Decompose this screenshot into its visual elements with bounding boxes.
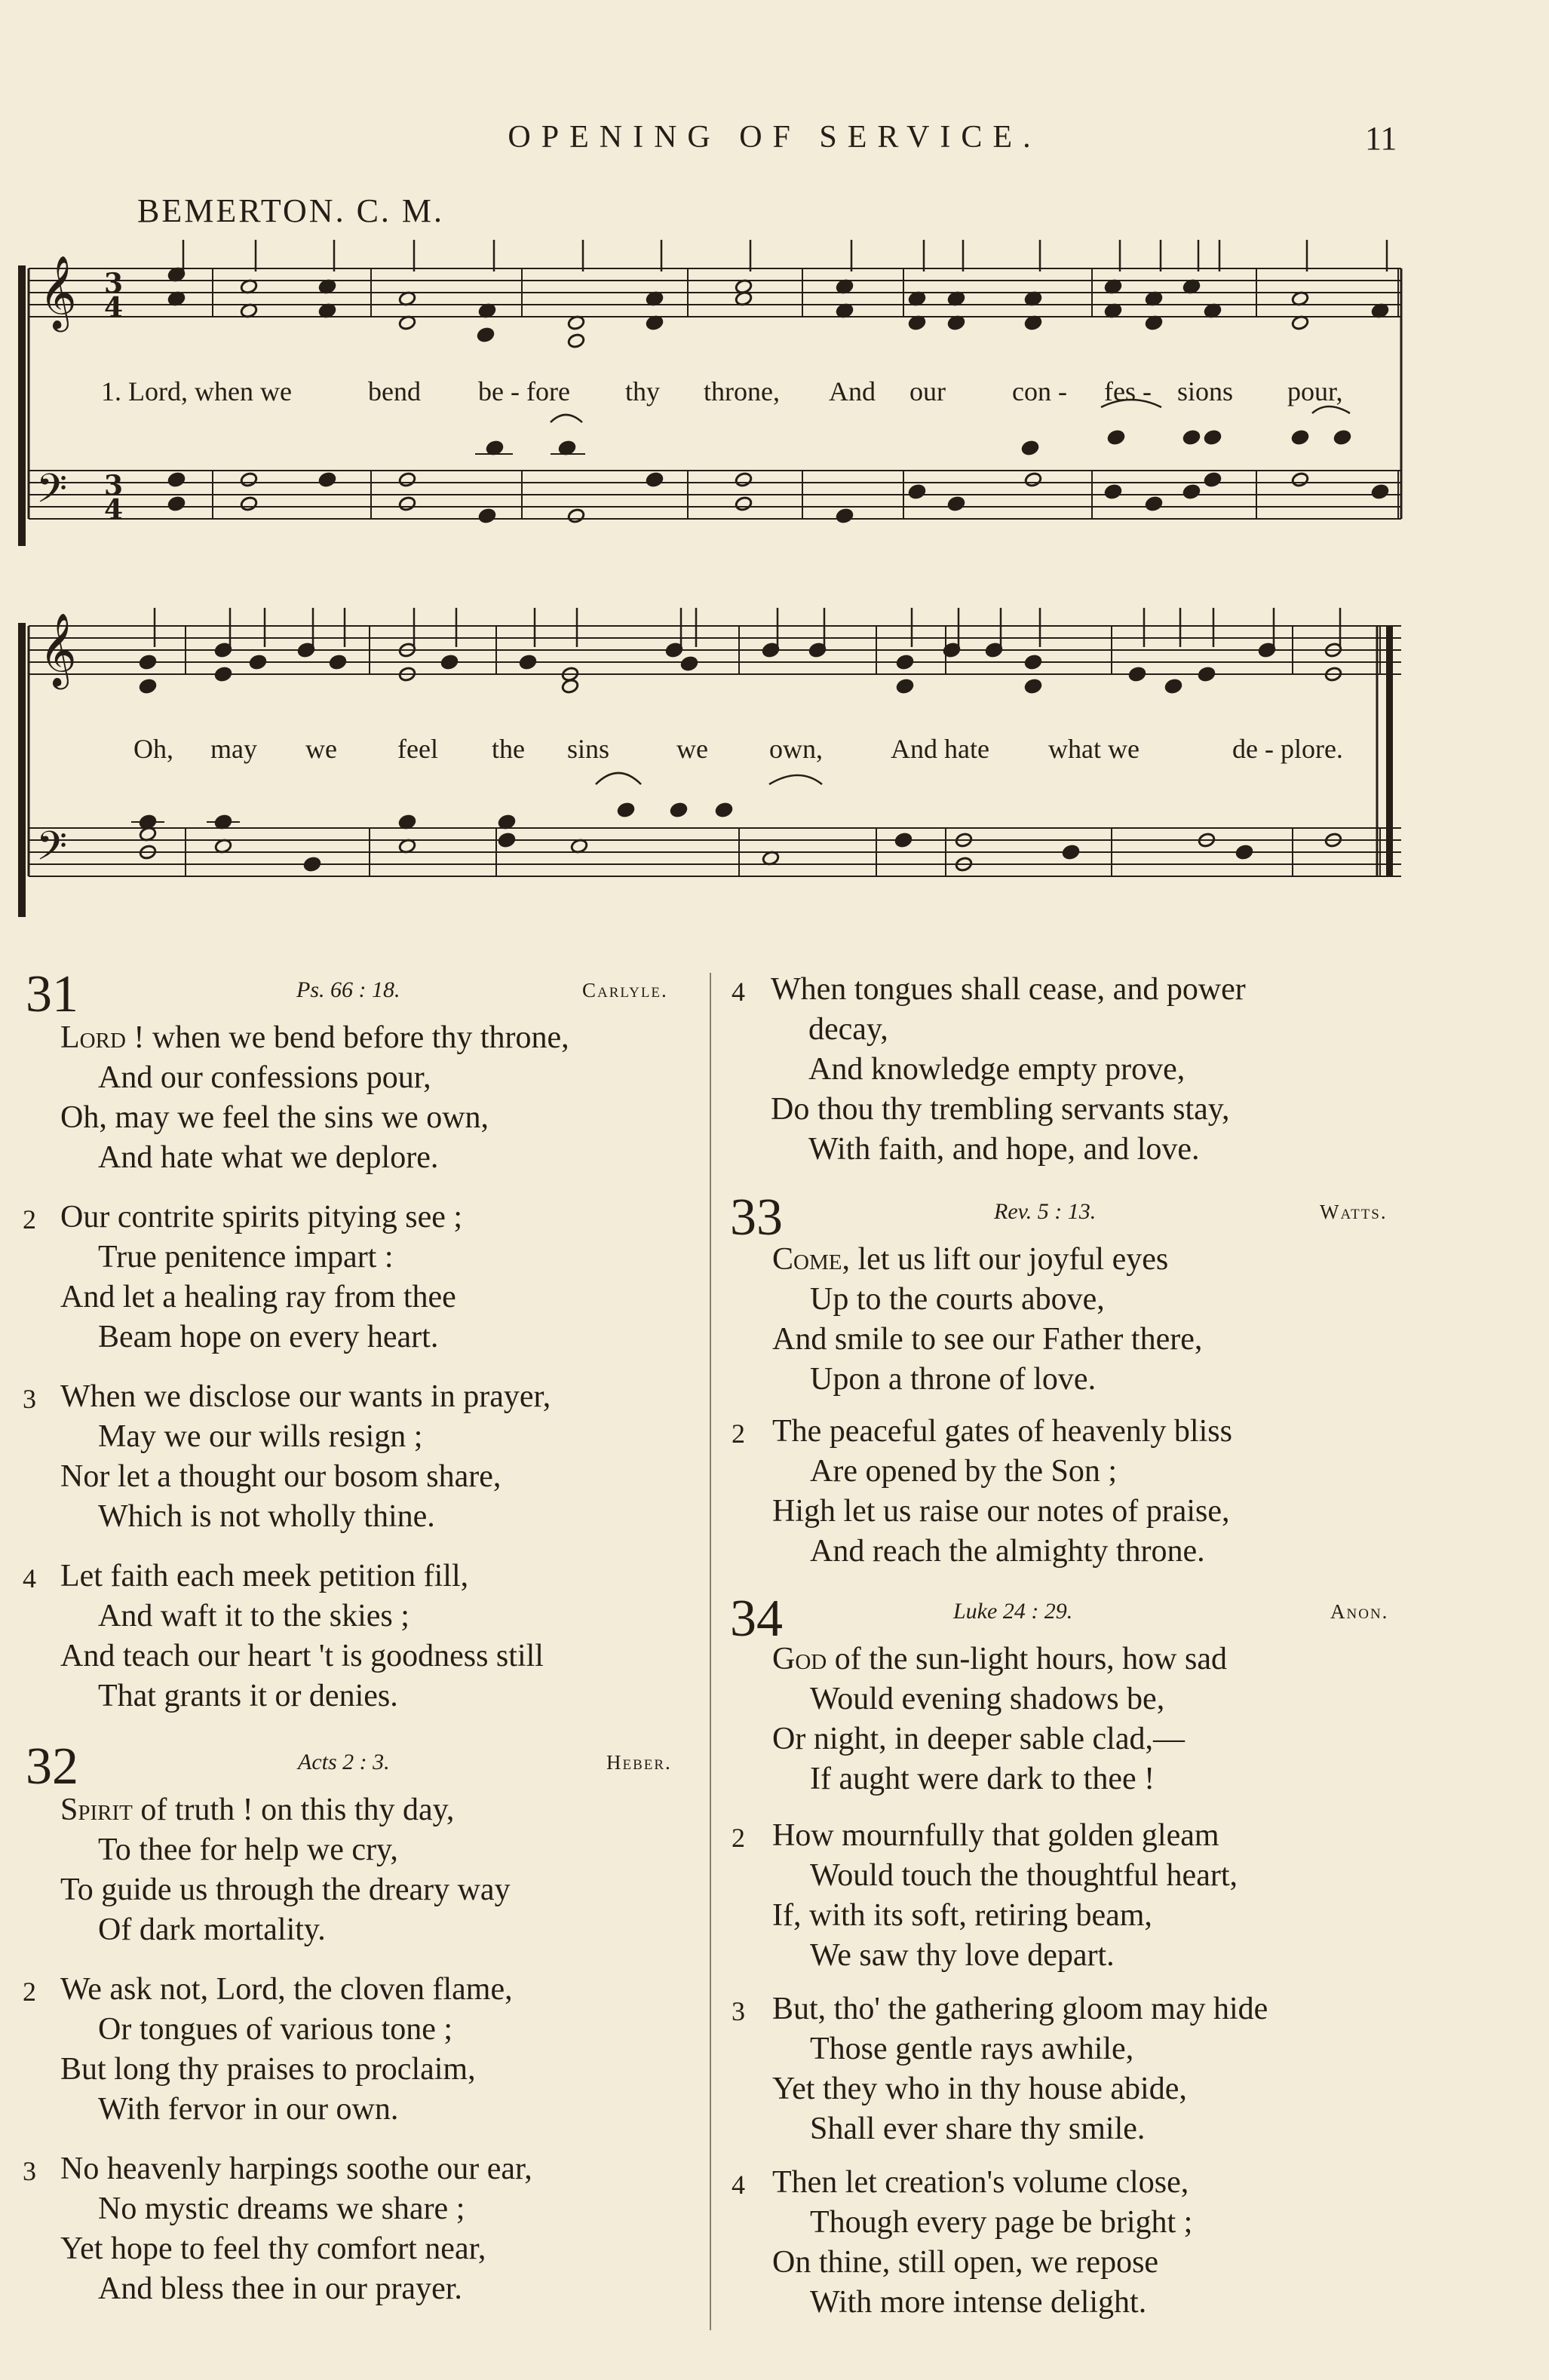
hymn-32-line: To guide us through the dreary way (60, 1872, 511, 1907)
lyric-s2-8: And hate (891, 734, 989, 764)
bass-note (318, 472, 336, 488)
bass-upper-note (1182, 430, 1201, 446)
bass-note (240, 496, 258, 512)
hymn-34-line: But, tho' the gathering gloom may hide (772, 1992, 1268, 2026)
hymn-31-line: True penitence impart : (98, 1240, 394, 1274)
hymn-31-line: Which is not wholly thine. (98, 1499, 435, 1534)
bass-note (498, 833, 516, 848)
bass-note (947, 496, 965, 512)
hymn-31-line: And our confessions pour, (98, 1060, 431, 1095)
bass-clef-icon: 𝄢 (36, 466, 68, 522)
hymn-31-line: And waft it to the skies ; (98, 1599, 409, 1633)
verse-number: 3 (732, 1996, 745, 2026)
hymn-34-line: If, with its soft, retiring beam, (772, 1898, 1152, 1933)
lyric-s1-6: our (909, 376, 946, 406)
hymn-32-line: With faith, and hope, and love. (808, 1132, 1200, 1167)
bass-upper-note (670, 802, 688, 818)
hymn-31-line: And let a healing ray from thee (60, 1280, 456, 1314)
bass-note (1024, 472, 1042, 488)
lyric-s1-1: bend (368, 376, 421, 406)
lyric-s1-5: And (829, 376, 876, 406)
column-divider (710, 973, 711, 2330)
music-score (0, 0, 1549, 935)
time-signature-top: 3 (104, 268, 124, 299)
hymn-number-33: 33 (730, 1188, 783, 1247)
lyric-s2-5: sins (567, 734, 610, 764)
hymn-32-line: Of dark mortality. (98, 1912, 326, 1947)
hymn-31-line: When we disclose our wants in prayer, (60, 1379, 551, 1414)
treble-note (249, 655, 267, 670)
hymn-33-line: High let us raise our notes of praise, (772, 1494, 1230, 1529)
bass-note (1182, 484, 1201, 500)
hymn-32-line: Spirit of truth ! on this thy day, (60, 1793, 455, 1827)
bass-clef-icon: 𝄢 (36, 823, 68, 879)
bass-upper-note (1021, 440, 1039, 456)
verse-number: 4 (732, 2170, 745, 2200)
hymn-32-line: Yet hope to feel thy comfort near, (60, 2231, 486, 2266)
treble-note (1198, 667, 1216, 682)
hymn-32-line: decay, (808, 1012, 888, 1047)
tie-slur (1312, 406, 1350, 413)
treble-note (896, 655, 914, 670)
hymn-31-line: Nor let a thought our bosom share, (60, 1459, 502, 1494)
bass-note (735, 496, 753, 512)
lyric-s2-1: may (210, 734, 257, 764)
hymn-number-34: 34 (730, 1590, 783, 1648)
treble-note (680, 656, 698, 672)
hymn-32-line: Or tongues of various tone ; (98, 2012, 453, 2047)
treble-note (1024, 679, 1042, 695)
hymn-33-reference: Rev. 5 : 13. (994, 1199, 1097, 1224)
treble-note (1164, 679, 1182, 695)
hymn-31-line: And hate what we deplore. (98, 1140, 439, 1175)
hymn-32-line: With fervor in our own. (98, 2092, 399, 2127)
bass-note (908, 484, 926, 500)
verse-number: 4 (732, 977, 745, 1007)
lyric-s1-8: fes - (1104, 376, 1152, 406)
hymn-33-line: Are opened by the Son ; (810, 1454, 1118, 1489)
hymn-34-line: God of the sun-light hours, how sad (772, 1642, 1228, 1676)
hymn-32-line: To thee for help we cry, (98, 1833, 398, 1867)
bass-note (167, 472, 186, 488)
bass-upper-note (715, 802, 733, 818)
bass-note (1204, 472, 1222, 488)
bass-upper-note (1204, 430, 1222, 446)
hymn-33-line: Up to the courts above, (810, 1282, 1105, 1317)
hymn-34-line: We saw thy love depart. (810, 1938, 1115, 1973)
hymn-31-line: That grants it or denies. (98, 1679, 398, 1713)
lyric-s1-4: throne, (704, 376, 780, 406)
hymn-31-line: And teach our heart 't is goodness still (60, 1639, 544, 1673)
lyric-s1-7: con - (1012, 376, 1067, 406)
hymn-33-line: And reach the almighty throne. (810, 1534, 1205, 1569)
bass-upper-note (617, 802, 635, 818)
hymn-33-line: Come, let us lift our joyful eyes (772, 1242, 1169, 1277)
treble-note (567, 333, 585, 349)
hymn-34-line: Or night, in deeper sable clad,— (772, 1722, 1185, 1756)
lyric-s1-3: thy (625, 376, 661, 406)
hymn-32-line: Do thou thy trembling servants stay, (771, 1092, 1230, 1127)
hymn-31-line: Our contrite spirits pitying see ; (60, 1200, 463, 1234)
hymn-34-reference: Luke 24 : 29. (953, 1599, 1073, 1624)
time-signature-top: 3 (104, 470, 124, 501)
bass-upper-note (1333, 430, 1351, 446)
verse-number: 2 (732, 1418, 745, 1449)
hymn-31-line: Oh, may we feel the sins we own, (60, 1100, 489, 1135)
hymn-33-author: Watts. (1320, 1201, 1388, 1223)
bass-upper-note (1107, 430, 1125, 446)
lyric-s2-6: we (676, 734, 708, 764)
treble-note (1128, 667, 1146, 682)
hymn-33-line: Upon a throne of love. (810, 1362, 1097, 1397)
hymn-32-line: No mystic dreams we share ; (98, 2191, 465, 2226)
lyric-s2-9: what we (1048, 734, 1140, 764)
lyric-s1-0: 1. Lord, when we (101, 376, 292, 406)
treble-clef-icon: 𝄞 (39, 255, 77, 329)
treble-note (561, 679, 579, 695)
tie-slur (596, 773, 641, 784)
lyric-s2-4: the (492, 734, 525, 764)
hymn-34-line: Would evening shadows be, (810, 1682, 1165, 1716)
hymn-31-line: May we our wills resign ; (98, 1419, 423, 1454)
running-title: OPENING OF SERVICE. (508, 120, 1041, 155)
lyric-s1-2: be - fore (478, 376, 570, 406)
treble-note (896, 679, 914, 695)
bass-upper-note (1291, 430, 1309, 446)
hymn-34-line: With more intense delight. (810, 2285, 1147, 2320)
bass-note (240, 472, 258, 488)
tie-slur (769, 775, 822, 784)
hymn-32-author: Heber. (606, 1751, 672, 1774)
page-number: 11 (1365, 120, 1397, 157)
lyric-s2-10: de - plore. (1232, 734, 1343, 764)
treble-note (139, 679, 157, 695)
verse-number: 2 (732, 1823, 745, 1853)
lyric-s2-2: we (305, 734, 337, 764)
bass-note (1145, 496, 1163, 512)
treble-note (477, 327, 495, 343)
hymn-34-line: How mournfully that golden gleam (772, 1818, 1219, 1853)
bass-note (1291, 472, 1309, 488)
hymn-34-line: Yet they who in thy house abide, (772, 2072, 1187, 2106)
hymn-31-reference: Ps. 66 : 18. (296, 977, 400, 1002)
bass-note (735, 472, 753, 488)
verse-number: 3 (23, 1384, 36, 1414)
hymn-number-32: 32 (26, 1737, 78, 1796)
bass-note (1062, 845, 1080, 860)
treble-note (329, 655, 347, 670)
hymn-34-line: Then let creation's volume close, (772, 2165, 1189, 2200)
verse-number: 2 (23, 1977, 36, 2007)
time-signature-bottom: 4 (104, 494, 124, 526)
bass-note (894, 833, 913, 848)
system-bracket (18, 265, 26, 546)
hymn-31-line: Let faith each meek petition fill, (60, 1559, 469, 1593)
system-bracket (18, 623, 26, 917)
bass-note (836, 508, 854, 524)
lyric-s1-9: sions (1177, 376, 1234, 406)
bass-note (167, 496, 186, 512)
bass-note (1235, 845, 1253, 860)
bass-note (1104, 484, 1122, 500)
hymn-33-line: The peaceful gates of heavenly bliss (772, 1414, 1232, 1449)
hymn-32-line: We ask not, Lord, the cloven flame, (60, 1972, 513, 2007)
verse-number: 3 (23, 2156, 36, 2186)
hymn-31-line: Beam hope on every heart. (98, 1320, 439, 1354)
hymn-34-author: Anon. (1330, 1600, 1389, 1623)
hymn-number-31: 31 (26, 965, 78, 1023)
lyric-s1-10: pour, (1287, 376, 1343, 406)
treble-note (1024, 655, 1042, 670)
verse-number: 4 (23, 1563, 36, 1593)
hymn-32-line: When tongues shall cease, and power (771, 972, 1246, 1007)
hymn-34-line: On thine, still open, we repose (772, 2245, 1159, 2280)
final-barline (1386, 626, 1393, 876)
bass-note (398, 472, 416, 488)
bass-note (303, 857, 321, 873)
bass-note (1371, 484, 1389, 500)
treble-note (519, 655, 537, 670)
bass-note (646, 472, 664, 488)
hymn-34-line: Though every page be bright ; (810, 2205, 1193, 2240)
hymn-33-line: And smile to see our Father there, (772, 1322, 1203, 1357)
lyric-s2-0: Oh, (133, 734, 173, 764)
verse-number: 2 (23, 1204, 36, 1234)
hymn-32-line: But long thy praises to proclaim, (60, 2052, 476, 2087)
hymn-31-line: Lord ! when we bend before thy throne, (60, 1020, 569, 1055)
treble-note (139, 655, 157, 670)
treble-note (440, 655, 459, 670)
lyric-s2-7: own, (769, 734, 823, 764)
hymn-32-line: No heavenly harpings soothe our ear, (60, 2152, 532, 2186)
hymn-34-line: Would touch the thoughtful heart, (810, 1858, 1238, 1893)
hymn-32-reference: Acts 2 : 3. (298, 1750, 390, 1774)
lyric-s2-3: feel (397, 734, 438, 764)
treble-clef-icon: 𝄞 (39, 612, 77, 686)
tie-slur (551, 415, 582, 422)
hymn-31-author: Carlyle. (582, 979, 668, 1001)
bass-note (478, 508, 496, 524)
time-signature-bottom: 4 (104, 292, 124, 324)
hymn-32-line: And bless thee in our prayer. (98, 2271, 462, 2306)
hymn-32-line: And knowledge empty prove, (808, 1052, 1186, 1087)
hymn-34-line: Those gentle rays awhile, (810, 2032, 1134, 2066)
hymn-34-line: Shall ever share thy smile. (810, 2112, 1146, 2146)
bass-note (567, 508, 585, 524)
bass-note (398, 496, 416, 512)
hymn-34-line: If aught were dark to thee ! (810, 1762, 1155, 1796)
tune-name: BEMERTON. C. M. (137, 192, 445, 229)
treble-note (214, 667, 232, 682)
